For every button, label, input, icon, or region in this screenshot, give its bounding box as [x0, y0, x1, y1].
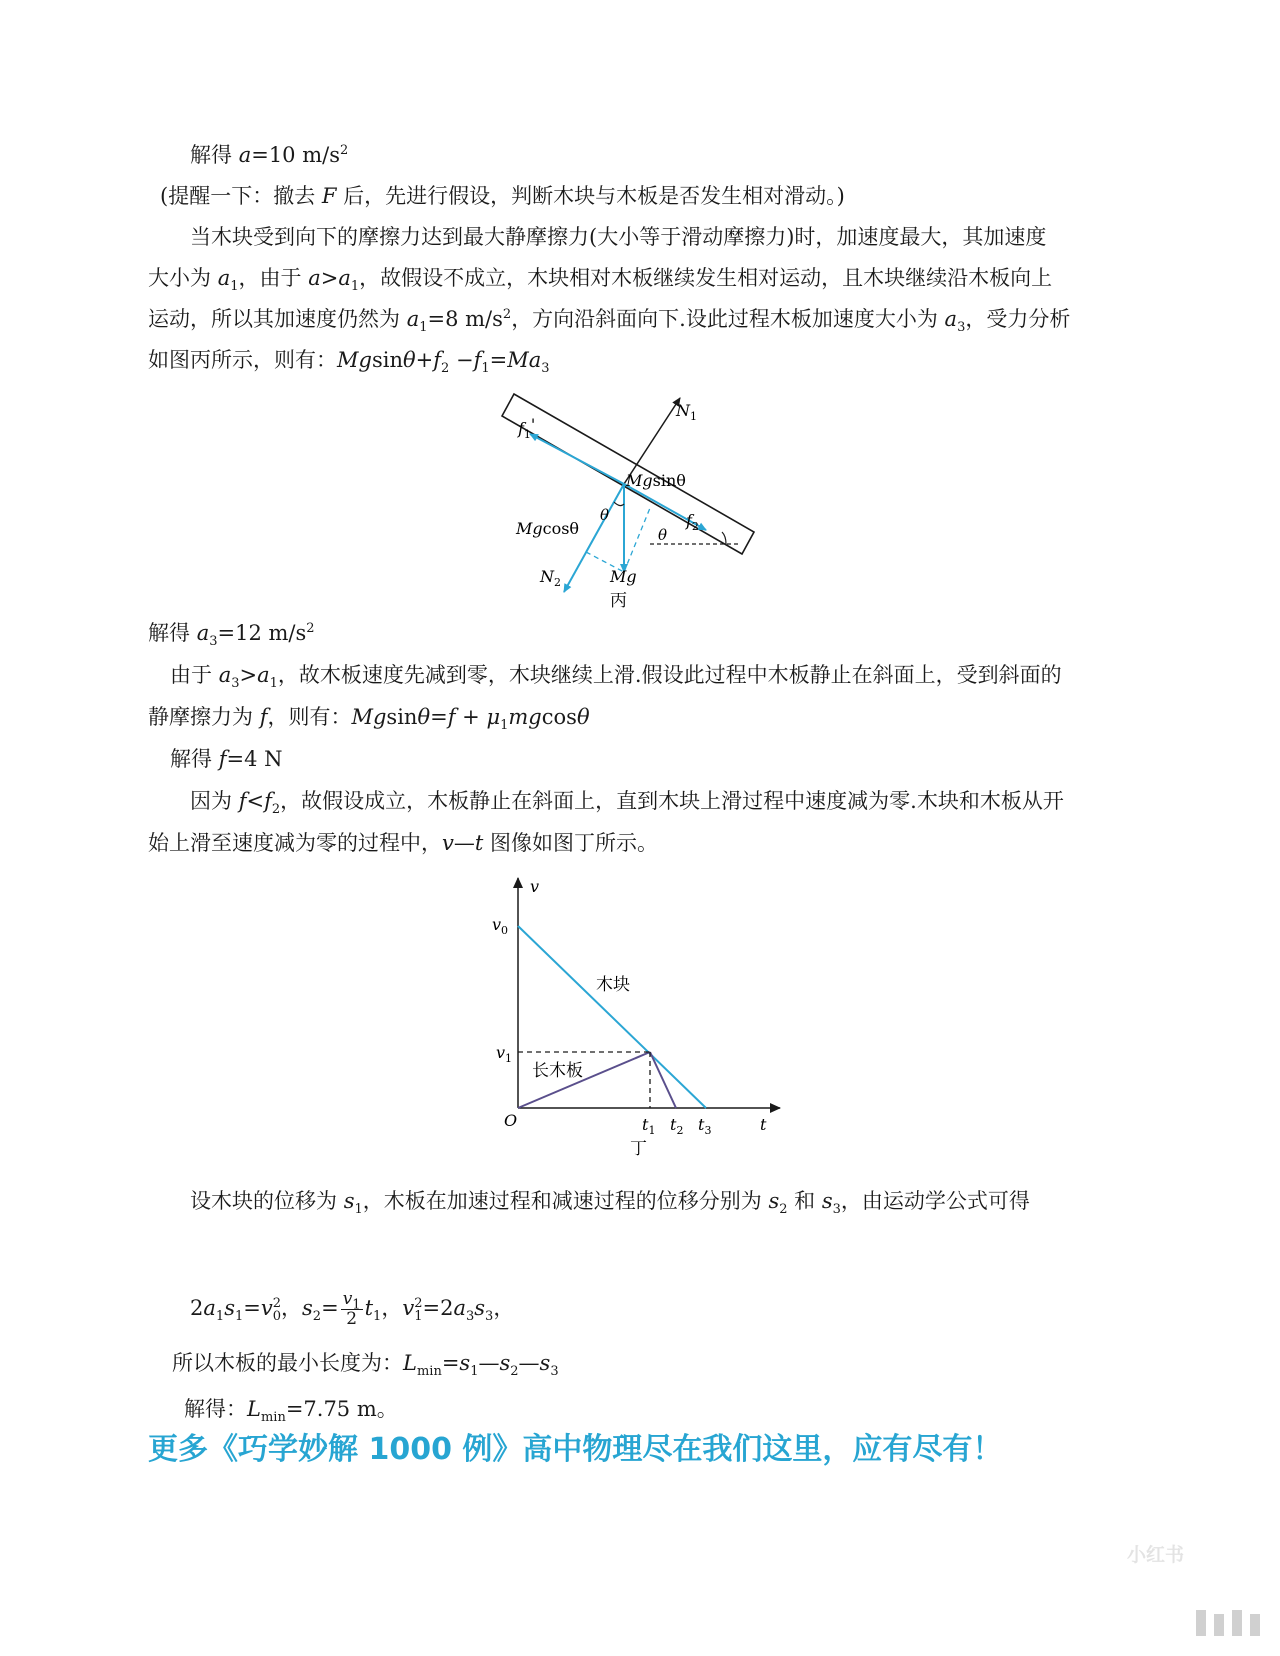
text-line: 解得 $a_3=12$ $m/s^2$	[148, 621, 315, 650]
f1-arrow	[530, 434, 624, 484]
force-diagram	[500, 392, 780, 648]
text-line: 因为 $f<f_2$，故假设成立，木板静止在斜面上，直到木块上滑过程中速度减为零.木块和木板从开	[190, 789, 1064, 818]
theta-label: θ	[658, 526, 668, 544]
board-decel-line	[650, 1052, 676, 1108]
t-axis-label: t	[760, 1115, 767, 1134]
angle-arc	[614, 502, 624, 506]
f1-label: $f_1'$	[518, 415, 536, 441]
board-label: 长木板	[532, 1061, 583, 1081]
watermark: 小红书	[1126, 1544, 1184, 1566]
text-line: (提醒一下：撤去 F 后，先进行假设，判断木块与木板是否发生相对滑动。)	[160, 184, 845, 208]
origin-label: O	[504, 1111, 518, 1130]
text-line: 大小为 $a_1$，由于 $a>a_1$，故假设不成立，木块相对木板继续发生相对运动，且木块继续沿木板向上	[148, 266, 1053, 295]
text-line: 运动，所以其加速度仍然为 $a_1=8$ $m/s^2$，方向沿斜面向下.设此过程木板加速度大小为 $a_3$，受力分析	[148, 307, 1071, 336]
t2-label: $t_2$	[670, 1115, 684, 1137]
figure-caption: 丁	[630, 1139, 647, 1159]
v1-label: $v_1$	[496, 1043, 513, 1065]
t3-label: $t_3$	[698, 1115, 712, 1137]
figure-caption: 丙	[610, 591, 627, 611]
text-line: 解得 f=4 N	[170, 747, 283, 771]
mgsin-label: Mgsinθ	[626, 471, 686, 490]
mg-label: Mg	[610, 567, 637, 586]
equation-line: $2a_1s_1=v$ 2 0 ，$s_2=$ $\frac{v_1}{2}$ $t_1$，v 2 1 $=2a_3s_3$，	[190, 1289, 515, 1329]
text-line: 解得：$L_{min}=7.75$ m。	[184, 1397, 398, 1426]
text-line: 设木块的位移为 $s_1$，木板在加速过程和减速过程的位移分别为 $s_2$ 和 $s_3$，由运动学公式可得	[190, 1189, 1030, 1218]
v-axis-label: v	[530, 877, 540, 896]
n2-label: $N_2$	[540, 567, 561, 589]
vt-graph	[470, 872, 800, 1172]
t1-label: $t_1$	[642, 1115, 656, 1137]
dash-line	[624, 508, 650, 572]
text-line: 所以木板的最小长度为：$L_{min}=s_1—s_2—s_3$	[172, 1351, 559, 1380]
text-line: 静摩擦力为 f，则有：$Mgsin\theta=f + \mu_1mgcos\theta$	[148, 705, 590, 734]
block-label: 木块	[596, 975, 630, 995]
fraction: $\frac{v_1}{2}$	[342, 1289, 361, 1329]
f2-label: $f_2$	[686, 511, 699, 533]
text-line: 解得 a=10 $m/s^2$	[190, 143, 349, 167]
text-line: 如图丙所示，则有：$Mgsin\theta+f_2 -f_1=Ma_3$	[148, 348, 550, 377]
mgcos-label: Mgcosθ	[516, 519, 580, 538]
text-line: 由于 $a_3>a_1$，故木板速度先减到零，木块继续上滑.假设此过程中木板静止在斜面上，受到斜面的	[170, 663, 1062, 692]
nav-bars-icon	[1196, 1610, 1260, 1636]
text-line: 始上滑至速度减为零的过程中，v—t 图像如图丁所示。	[148, 831, 659, 855]
theta-label: θ	[600, 506, 610, 524]
text-line: 当木块受到向下的摩擦力达到最大静摩擦力(大小等于滑动摩擦力)时，加速度最大，其加速度	[190, 225, 1047, 249]
promo-banner: 更多《巧学妙解 1000 例》高中物理尽在我们这里，应有尽有！	[148, 1432, 1003, 1467]
v0-label: $v_0$	[492, 915, 509, 937]
n1-label: $N_1$	[676, 401, 697, 423]
